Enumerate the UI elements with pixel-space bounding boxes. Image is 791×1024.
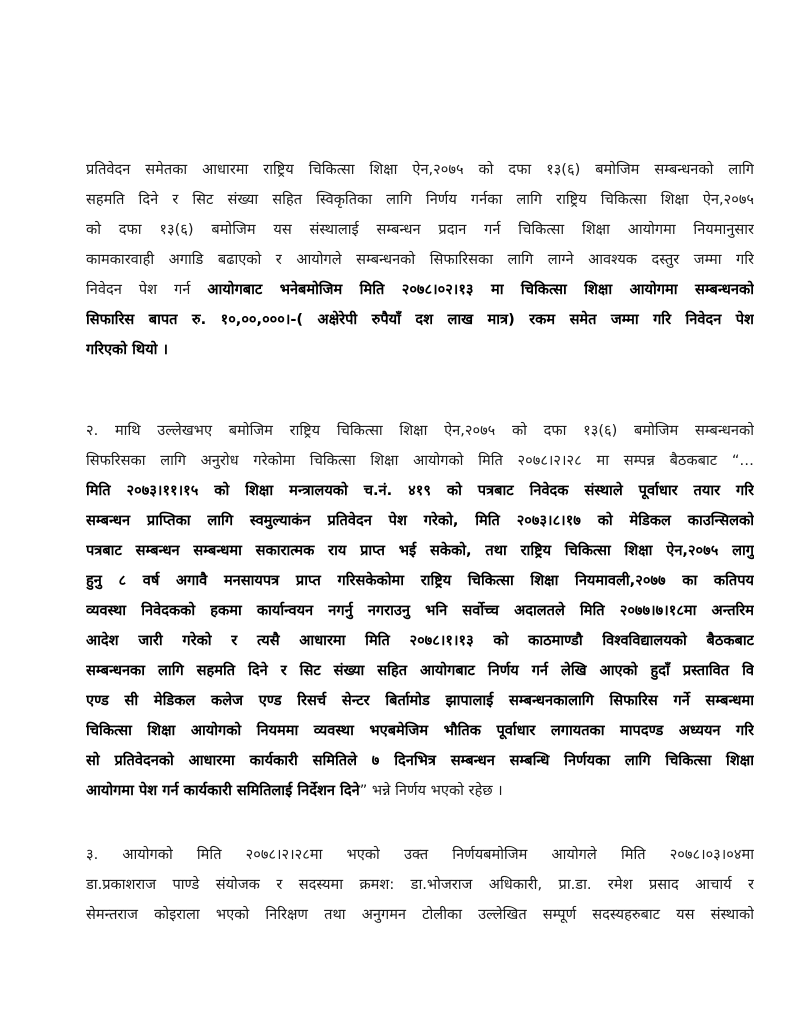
bold-text-line: गरिएको थियो । (86, 341, 169, 358)
bold-text-run: आयोगबाट भनेबमोजिम मिति २०७८।०२।१३ मा चिकित्सा शिक्षा आयोगमा सम्बन्धनको (207, 281, 754, 298)
text-line-mixed (86, 275, 754, 305)
text-line: ३. आयोगको मिति २०७८।२।२८मा भएको उक्त निर्णयबमोजिम आयोगले मिति २०७८।०३।०४मा (86, 846, 754, 863)
text-line: सहमति दिने र सिट संख्या सहित स्विकृतिका लागि निर्णय गर्नका लागि राष्ट्रिय चिकित्सा शिक्षा ऐन,२०७५ (86, 191, 754, 208)
bold-text-run: आयोगमा पेश गर्न कार्यकारी समितिलाई निर्देशन दिने (86, 782, 360, 799)
text-line: को दफा १३(६) बमोजिम यस संस्थालाई सम्बन्धन प्रदान गर्न चिकित्सा शिक्षा आयोगमा नियमानुसार (86, 221, 754, 238)
bold-text-line: एण्ड सी मेडिकल कलेज एण्ड रिसर्च सेन्टर बिर्तामोड झापालाई सम्बन्धनकालागि सिफारिस गर्ने सम्बन्धमा (86, 692, 754, 709)
text-run: ” भन्ने निर्णय भएको रहेछ । (359, 782, 503, 799)
bold-text-line: आदेश जारी गरेको र त्यसै आधारमा मिति २०७८।१।१३ को काठमाण्डौ विश्वविद्यालयको बैठकबाट (86, 632, 754, 649)
paragraph-3 (86, 840, 754, 930)
text-line: डा.प्रकाशराज पाण्डे संयोजक र सदस्यमा क्रमश: डा.भोजराज अधिकारी, प्रा.डा. रमेश प्रसाद आचार्य र (86, 876, 754, 893)
text-line: सेमन्तराज कोइराला भएको निरिक्षण तथा अनुगमन टोलीका उल्लेखित सम्पूर्ण सदस्यहरुबाट यस संस्थाको (86, 906, 754, 923)
bold-text-line: व्यवस्था निवेदकको हकमा कार्यान्वयन नगर्नु नगराउनु भनि सर्वोच्च अदालतले मिति २०७७।७।१८मा अन्तरिम (86, 602, 754, 619)
bold-text-line: हुनु ८ वर्ष अगावै मनसायपत्र प्राप्त गरिसकेकोमा राष्ट्रिय चिकित्सा शिक्षा नियमावली,२०७७ का कतिपय (86, 572, 754, 589)
text-run: निवेदन पेश गर्न (86, 281, 208, 298)
text-line: २. माथि उल्लेखभए बमोजिम राष्ट्रिय चिकित्सा शिक्षा ऐन,२०७५ को दफा १३(६) बमोजिम सम्बन्धनको (86, 422, 754, 439)
bold-text-line: सिफारिस बापत रु. १०,००,०००।-( अक्षेरेपी रुपैयाँ दश लाख मात्र) रकम समेत जम्मा गरि निवेदन पेश (86, 311, 754, 328)
text-line: सिफरिसका लागि अनुरोध गरेकोमा चिकित्सा शिक्षा आयोगको मिति २०७८।२।२८ मा सम्पन्न बैठकबाट “… (86, 452, 754, 469)
bold-text-line: सम्बन्धन प्राप्तिका लागि स्वमुल्याकंन प्रतिवेदन पेश गरेको, मिति २०७३।८।१७ को मेडिकल काउन्सिलको (86, 512, 754, 529)
text-line: कामकारवाही अगाडि बढाएको र आयोगले सम्बन्धनको सिफारिसका लागि लाग्ने आवश्यक दस्तुर जम्मा गरि (86, 251, 754, 268)
bold-text-line: मिति २०७३।११।१५ को शिक्षा मन्त्रालयको च.नं. ४१९ को पत्रबाट निवेदक संस्थाले पूर्वाधार तयार गरि (86, 482, 754, 499)
bold-text-line: चिकित्सा शिक्षा आयोगको नियममा व्यवस्था भएबमेजिम भौतिक पूर्वाधार लगायतका मापदण्ड अध्ययन गरि (86, 722, 754, 739)
text-line: प्रतिवेदन समेतका आधारमा राष्ट्रिय चिकित्सा शिक्षा ऐन,२०७५ को दफा १३(६) बमोजिम सम्बन्धनको लागि (86, 161, 754, 178)
bold-text-line: सम्बन्धनका लागि सहमति दिने र सिट संख्या सहित आयोगबाट निर्णय गर्न लेखि आएको हुदाँ प्रस्तावित वि (86, 662, 754, 679)
paragraph-1 (86, 155, 754, 365)
bold-text-line: पत्रबाट सम्बन्धन सम्बन्धमा सकारात्मक राय प्राप्त भई सकेको, तथा राष्ट्रिय चिकित्सा शिक्षा ऐन,२०७५ लागु (86, 542, 754, 559)
text-line-mixed (86, 776, 754, 806)
paragraph-2 (86, 416, 754, 806)
bold-text-line: सो प्रतिवेदनको आधारमा कार्यकारी समितिले ७ दिनभित्र सम्बन्धन सम्बन्धि निर्णयका लागि चिकित्सा शिक्षा (86, 752, 754, 769)
